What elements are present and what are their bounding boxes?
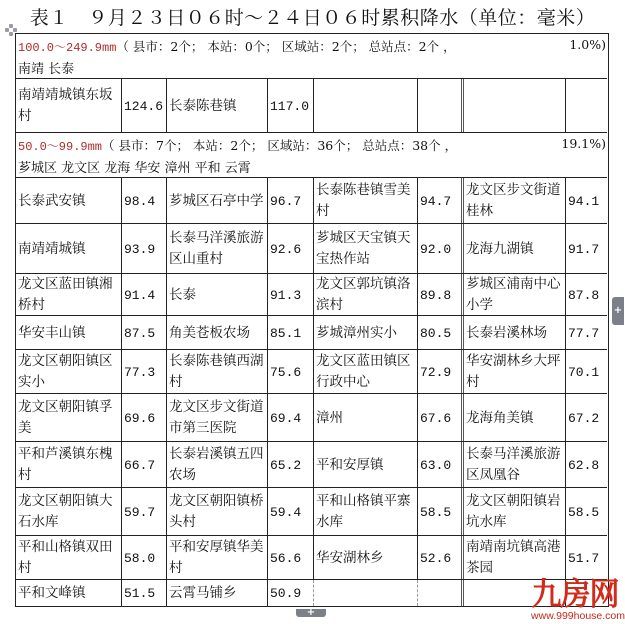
value-cell: 63.0 <box>417 442 461 488</box>
section-stats: （ 县市：2个； 本站：0个； 区域站：2个； 总站点：2个 ， <box>116 39 456 54</box>
station-cell: 龙文区朝阳镇区实小 <box>18 353 113 390</box>
section-percent: 19.1%) <box>561 136 606 151</box>
section-percent: 1.0%) <box>569 37 606 52</box>
station-cell: 龙文区朝阳镇孚美 <box>18 399 113 436</box>
station-cell: 平和文峰镇 <box>18 584 86 601</box>
value-cell: 70.1 <box>565 350 607 394</box>
table-row <box>16 177 607 224</box>
watermark-logo: 九房网 <box>531 576 619 613</box>
station-cell <box>461 79 565 133</box>
station-cell: 芗城区天宝镇天宝热作站 <box>313 224 417 274</box>
value-cell: 91.4 <box>121 274 166 316</box>
watermark <box>525 576 625 624</box>
table-row <box>16 349 607 394</box>
station-cell: 芗城漳州实小 <box>313 316 417 350</box>
table-row <box>16 393 607 442</box>
section-stats: （ 县市：7个； 本站：2个； 区域站：36个； 总站点：38个 ， <box>102 138 458 153</box>
value-cell: 87.5 <box>121 316 166 350</box>
station-cell: 龙海角美镇 <box>461 394 565 442</box>
station-cell: 南靖靖城镇 <box>18 240 86 257</box>
station-cell: 南靖南坑镇高港茶园 <box>461 536 565 580</box>
value-cell: 51.7 <box>565 536 607 580</box>
station-cell: 龙文区朝阳镇大石水库 <box>18 493 113 530</box>
station-cell: 龙海九湖镇 <box>461 224 565 274</box>
station-cell: 长泰陈巷镇雪美村 <box>313 178 417 224</box>
station-cell <box>313 79 417 133</box>
value-cell: 93.9 <box>121 224 166 274</box>
station-cell: 龙文区朝阳镇桥头村 <box>166 488 267 536</box>
station-cell: 龙文区蓝田镇湘桥村 <box>18 276 113 313</box>
table-title: 表１ ９月２３日０６时～２４日０６时累积降水（单位：毫米） <box>29 7 596 29</box>
section-range: 100.0～249.9mm <box>18 41 117 55</box>
value-cell: 98.4 <box>121 178 166 224</box>
value-cell: 59.7 <box>121 488 166 536</box>
table-row <box>16 315 607 350</box>
station-cell: 龙文区朝阳镇岩坑水库 <box>461 488 565 536</box>
value-cell: 94.7 <box>417 178 461 224</box>
station-cell: 云霄马铺乡 <box>166 580 267 606</box>
station-cell: 长泰岩溪镇五四农场 <box>166 442 267 488</box>
value-cell <box>565 79 607 133</box>
station-cell: 长泰武安镇 <box>18 192 86 209</box>
value-cell: 66.7 <box>121 442 166 488</box>
station-cell: 长泰马洋溪旅游区山重村 <box>166 224 267 274</box>
value-cell: 92.6 <box>267 224 313 274</box>
value-cell: 62.8 <box>565 442 607 488</box>
value-cell: 67.2 <box>565 394 607 442</box>
value-cell: 69.4 <box>267 394 313 442</box>
value-cell: 58.0 <box>121 536 166 580</box>
watermark-url: www.999house.com <box>531 610 625 622</box>
value-cell: 89.8 <box>417 274 461 316</box>
station-cell: 华安湖林乡大坪村 <box>461 350 565 394</box>
station-cell: 长泰岩溪林场 <box>461 316 565 350</box>
value-cell: 94.1 <box>565 178 607 224</box>
value-cell: 56.6 <box>267 536 313 580</box>
station-cell: 平和山格镇双田村 <box>18 539 113 576</box>
value-cell: 59.4 <box>267 488 313 536</box>
section-counties-1: 南靖 长泰 <box>18 62 75 77</box>
table-row <box>16 579 607 606</box>
table-row <box>16 273 607 316</box>
value-cell: 58.5 <box>565 488 607 536</box>
value-cell: 91.3 <box>267 274 313 316</box>
station-cell: 平和安厚镇 <box>313 442 417 488</box>
table-row <box>16 487 607 536</box>
table-row <box>16 78 607 133</box>
value-cell: 58.5 <box>417 488 461 536</box>
value-cell: 75.6 <box>267 350 313 394</box>
add-column-button[interactable]: + <box>612 297 624 325</box>
station-cell: 漳州 <box>313 394 417 442</box>
station-cell: 华安丰山镇 <box>18 324 86 341</box>
station-cell: 华安湖林乡 <box>313 536 417 580</box>
add-row-button[interactable]: + <box>296 609 326 617</box>
station-cell: 平和芦溪镇东槐村 <box>18 446 113 483</box>
section-header-2 <box>18 136 606 154</box>
value-cell: 91.7 <box>565 224 607 274</box>
value-cell: 85.1 <box>267 316 313 350</box>
station-cell: 龙文区蓝田镇区行政中心 <box>313 350 417 394</box>
precipitation-table <box>15 33 609 607</box>
value-cell: 77.7 <box>565 316 607 350</box>
value-cell <box>417 580 461 606</box>
station-cell: 龙文区郭坑镇洛滨村 <box>313 274 417 316</box>
station-cell: 芗城区石亭中学 <box>166 178 267 224</box>
section-header-row-2 <box>16 132 607 178</box>
value-cell: 52.6 <box>417 536 461 580</box>
station-cell: 长泰陈巷镇西湖村 <box>166 350 267 394</box>
section-range: 50.0～99.9mm <box>18 140 103 154</box>
value-cell: 51.5 <box>121 580 166 606</box>
value-cell: 80.5 <box>417 316 461 350</box>
station-cell: 南靖靖城镇东坂村 <box>18 87 113 124</box>
value-cell: 77.3 <box>121 350 166 394</box>
station-cell: 长泰马洋溪旅游区凤凰谷 <box>461 442 565 488</box>
section-header-1 <box>18 37 606 55</box>
value-cell: 117.0 <box>267 79 313 133</box>
value-cell: 87.8 <box>565 274 607 316</box>
section-counties-2: 芗城区 龙文区 龙海 华安 漳州 平和 云霄 <box>18 161 251 176</box>
value-cell <box>417 79 461 133</box>
value-cell: 65.2 <box>267 442 313 488</box>
station-cell: 长泰陈巷镇 <box>166 79 267 133</box>
station-cell: 平和安厚镇华美村 <box>166 536 267 580</box>
station-cell <box>313 580 417 606</box>
value-cell: 96.7 <box>267 178 313 224</box>
value-cell: 67.6 <box>417 394 461 442</box>
value-cell: 50.9 <box>267 580 313 606</box>
table-row <box>16 535 607 580</box>
value-cell: 69.6 <box>121 394 166 442</box>
station-cell: 角美苍板农场 <box>166 316 267 350</box>
value-cell: 124.6 <box>121 79 166 133</box>
table-row <box>16 223 607 274</box>
table-row <box>16 441 607 488</box>
station-cell: 龙文区步文街道桂林 <box>461 178 565 224</box>
value-cell: 92.0 <box>417 224 461 274</box>
station-cell: 芗城区浦南中心小学 <box>461 274 565 316</box>
station-cell: 长泰 <box>166 274 267 316</box>
station-cell: 平和山格镇平寨水库 <box>313 488 417 536</box>
station-cell: 龙文区步文街道市第三医院 <box>166 394 267 442</box>
value-cell: 72.9 <box>417 350 461 394</box>
